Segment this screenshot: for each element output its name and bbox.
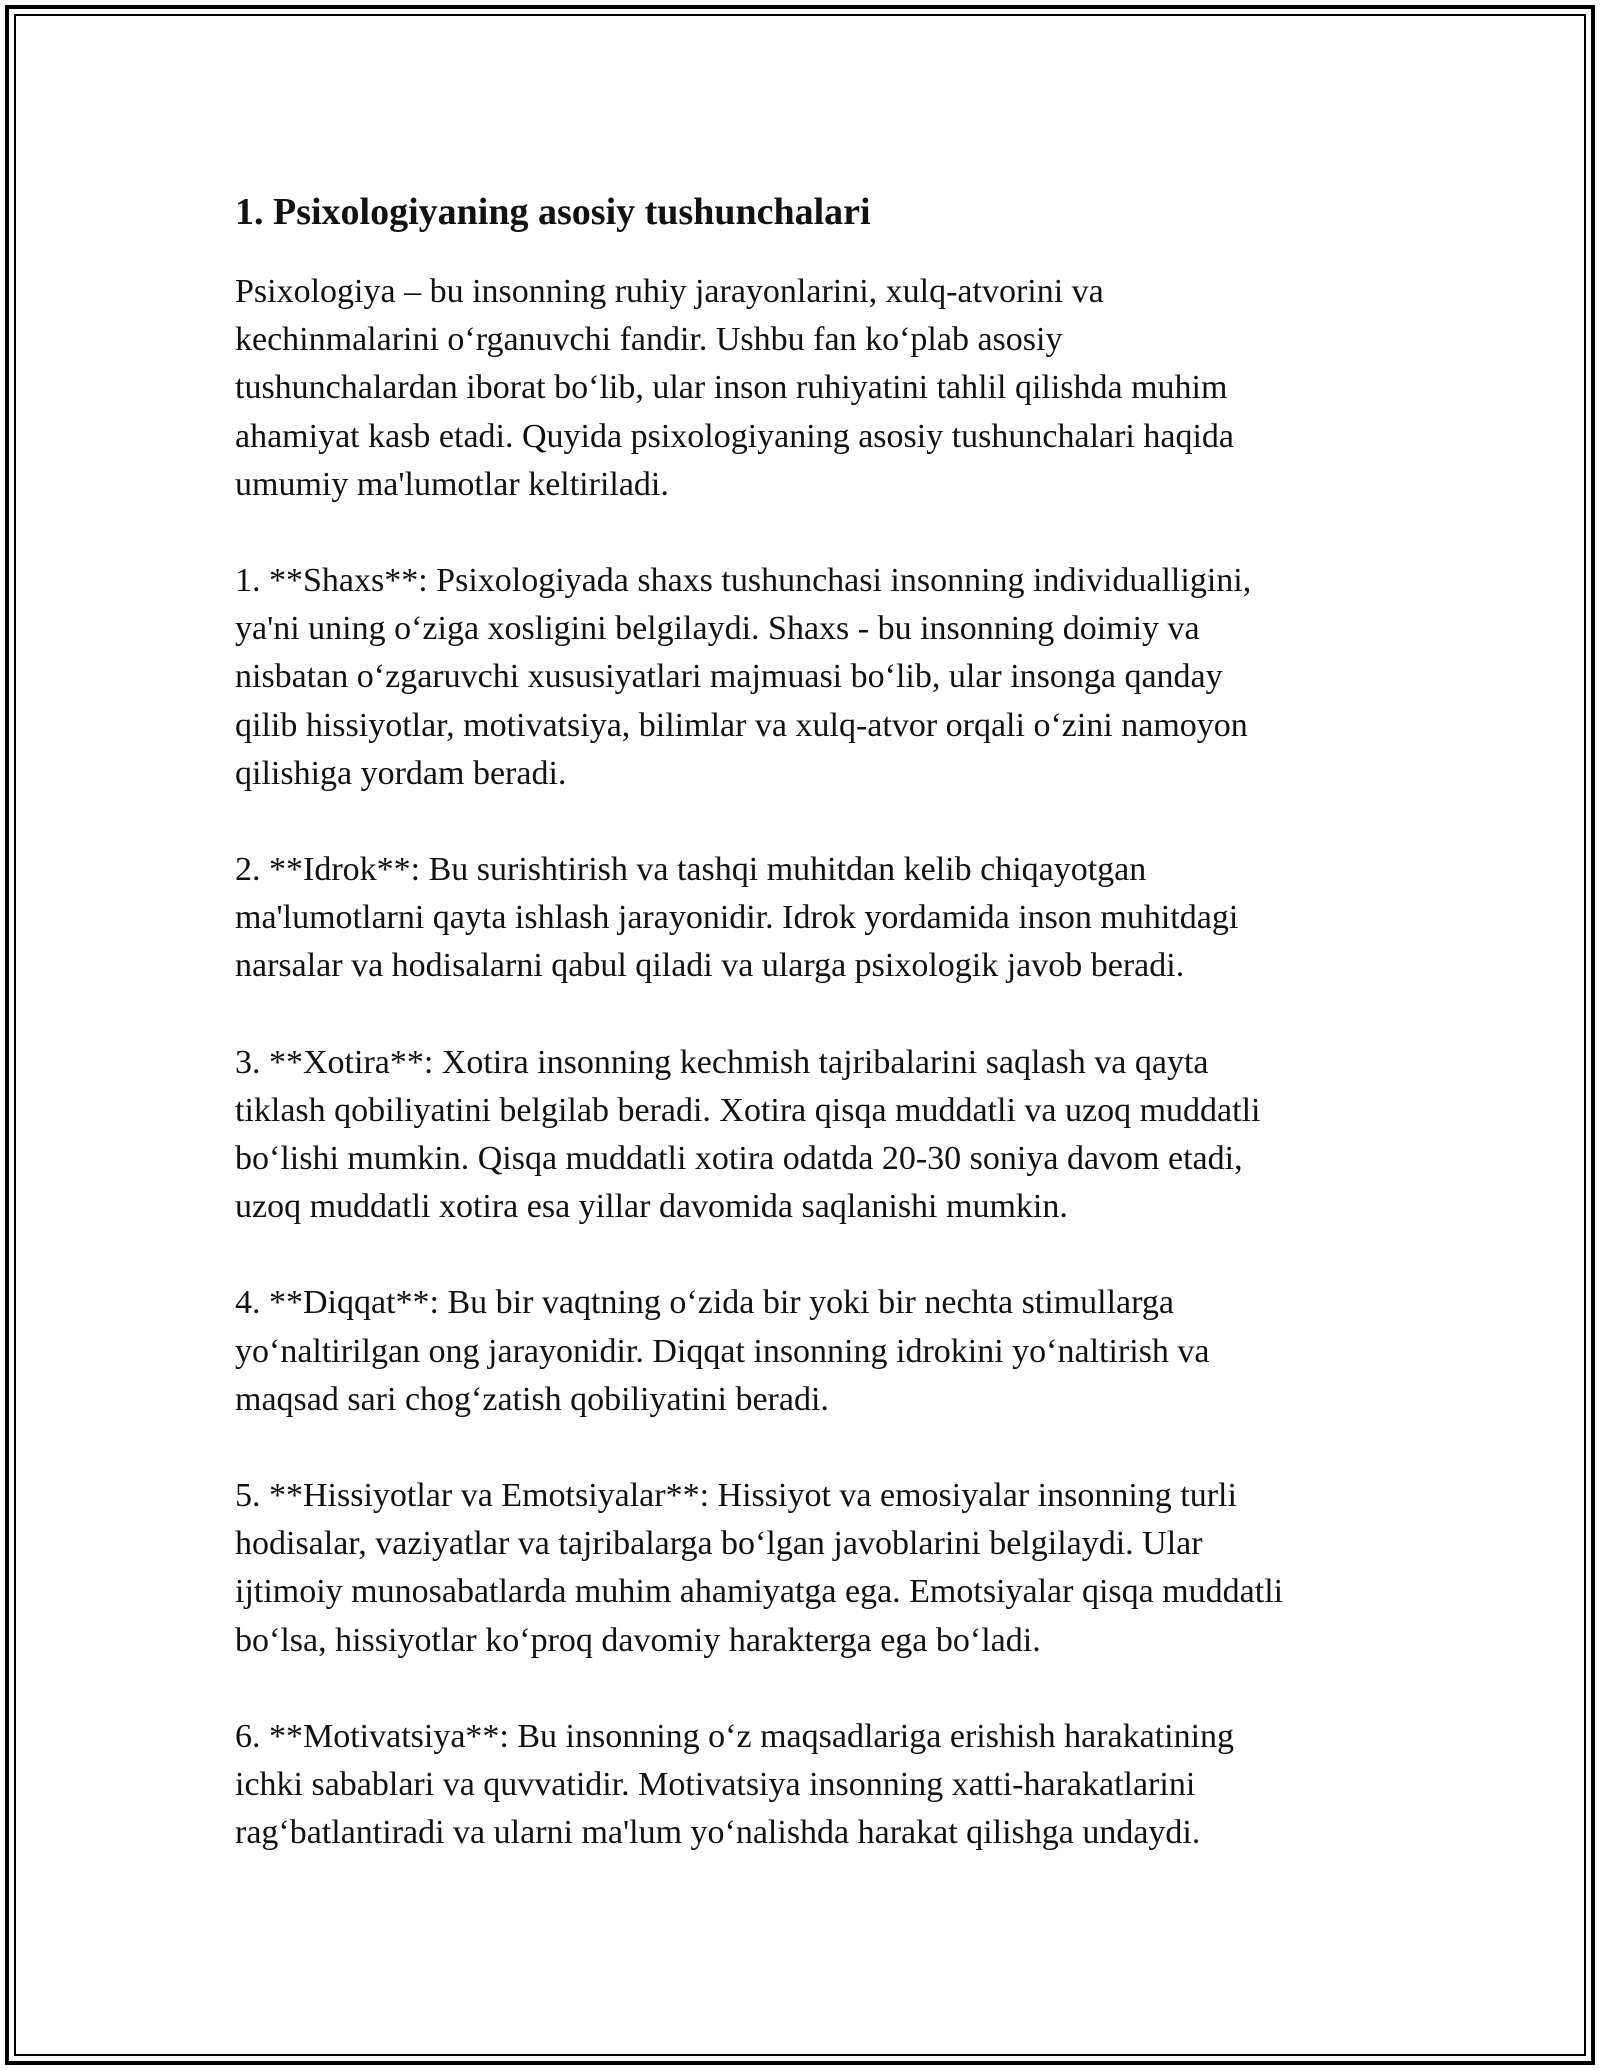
text-line: 2. **Idrok**: Bu surishtirish va tashqi muhitdan kelib chiqayotgan: [235, 851, 1147, 889]
text-line: yoʻnaltirilgan ong jarayonidir. Diqqat insonning idrokini yoʻnaltirish va: [235, 1332, 1210, 1370]
text-line: ijtimoiy munosabatlarda muhim ahamiyatga ega. Emotsiyalar qisqa muddatli: [235, 1573, 1284, 1611]
section-diqqat-paragraph: [235, 1279, 1395, 1424]
text-line: 6. **Motivatsiya**: Bu insonning oʻz maqsadlariga erishish harakatining: [235, 1717, 1235, 1755]
text-line: nisbatan oʻzgaruvchi xususiyatlari majmuasi boʻlib, ular insonga qanday: [235, 658, 1223, 696]
text-line: hodisalar, vaziyatlar va tajribalarga boʻlgan javoblarini belgilaydi. Ular: [235, 1525, 1203, 1563]
text-line: ya'ni uning oʻziga xosligini belgilaydi. Shaxs - bu insonning doimiy va: [235, 610, 1200, 648]
text-line: boʻlishi mumkin. Qisqa muddatli xotira odatda 20-30 soniya davom etadi,: [235, 1140, 1243, 1178]
text-line: 5. **Hissiyotlar va Emotsiyalar**: Hissiyot va emosiyalar insonning turli: [235, 1477, 1237, 1515]
text-line: boʻlsa, hissiyotlar koʻproq davomiy harakterga ega boʻladi.: [235, 1621, 1041, 1659]
text-line: qilishiga yordam beradi.: [235, 754, 567, 792]
document-title: 1. Psixologiyaning asosiy tushunchalari: [235, 191, 871, 233]
text-line: tushunchalardan iborat boʻlib, ular inson ruhiyatini tahlil qilishda muhim: [235, 369, 1228, 407]
text-line: umumiy ma'lumotlar keltiriladi.: [235, 465, 669, 503]
section-shaxs-paragraph: [235, 557, 1395, 798]
text-line: ahamiyat kasb etadi. Quyida psixologiyaning asosiy tushunchalari haqida: [235, 417, 1234, 455]
intro-paragraph: [235, 268, 1395, 509]
text-line: qilib hissiyotlar, motivatsiya, bilimlar va xulq-atvor orqali oʻzini namoyon: [235, 706, 1248, 744]
text-line: ragʻbatlantiradi va ularni ma'lum yoʻnalishda harakat qilishga undaydi.: [235, 1814, 1201, 1852]
section-idrok-paragraph: [235, 846, 1395, 991]
section-hissiyotlar-paragraph: [235, 1472, 1395, 1665]
text-line: ichki sabablari va quvvatidir. Motivatsiya insonning xatti-harakatlarini: [235, 1766, 1196, 1804]
section-motivatsiya-paragraph: [235, 1713, 1395, 1858]
section-xotira-paragraph: [235, 1039, 1395, 1232]
text-line: uzoq muddatli xotira esa yillar davomida saqlanishi mumkin.: [235, 1188, 1068, 1226]
text-line: 1. **Shaxs**: Psixologiyada shaxs tushunchasi insonning individualligini,: [235, 562, 1252, 600]
text-line: maqsad sari chogʻzatish qobiliyatini beradi.: [235, 1380, 829, 1418]
text-line: narsalar va hodisalarni qabul qiladi va ularga psixologik javob beradi.: [235, 947, 1185, 985]
text-line: kechinmalarini oʻrganuvchi fandir. Ushbu fan koʻplab asosiy: [235, 321, 1063, 359]
text-line: ma'lumotlarni qayta ishlash jarayonidir. Idrok yordamida inson muhitdagi: [235, 899, 1239, 937]
text-line: Psixologiya – bu insonning ruhiy jarayonlarini, xulq-atvorini va: [235, 273, 1104, 310]
document-body: [235, 188, 1395, 1905]
text-line: 3. **Xotira**: Xotira insonning kechmish tajribalarini saqlash va qayta: [235, 1043, 1209, 1081]
text-line: 4. **Diqqat**: Bu bir vaqtning oʻzida bir yoki bir nechta stimullarga: [235, 1284, 1174, 1322]
text-line: tiklash qobiliyatini belgilab beradi. Xotira qisqa muddatli va uzoq muddatli: [235, 1091, 1261, 1129]
